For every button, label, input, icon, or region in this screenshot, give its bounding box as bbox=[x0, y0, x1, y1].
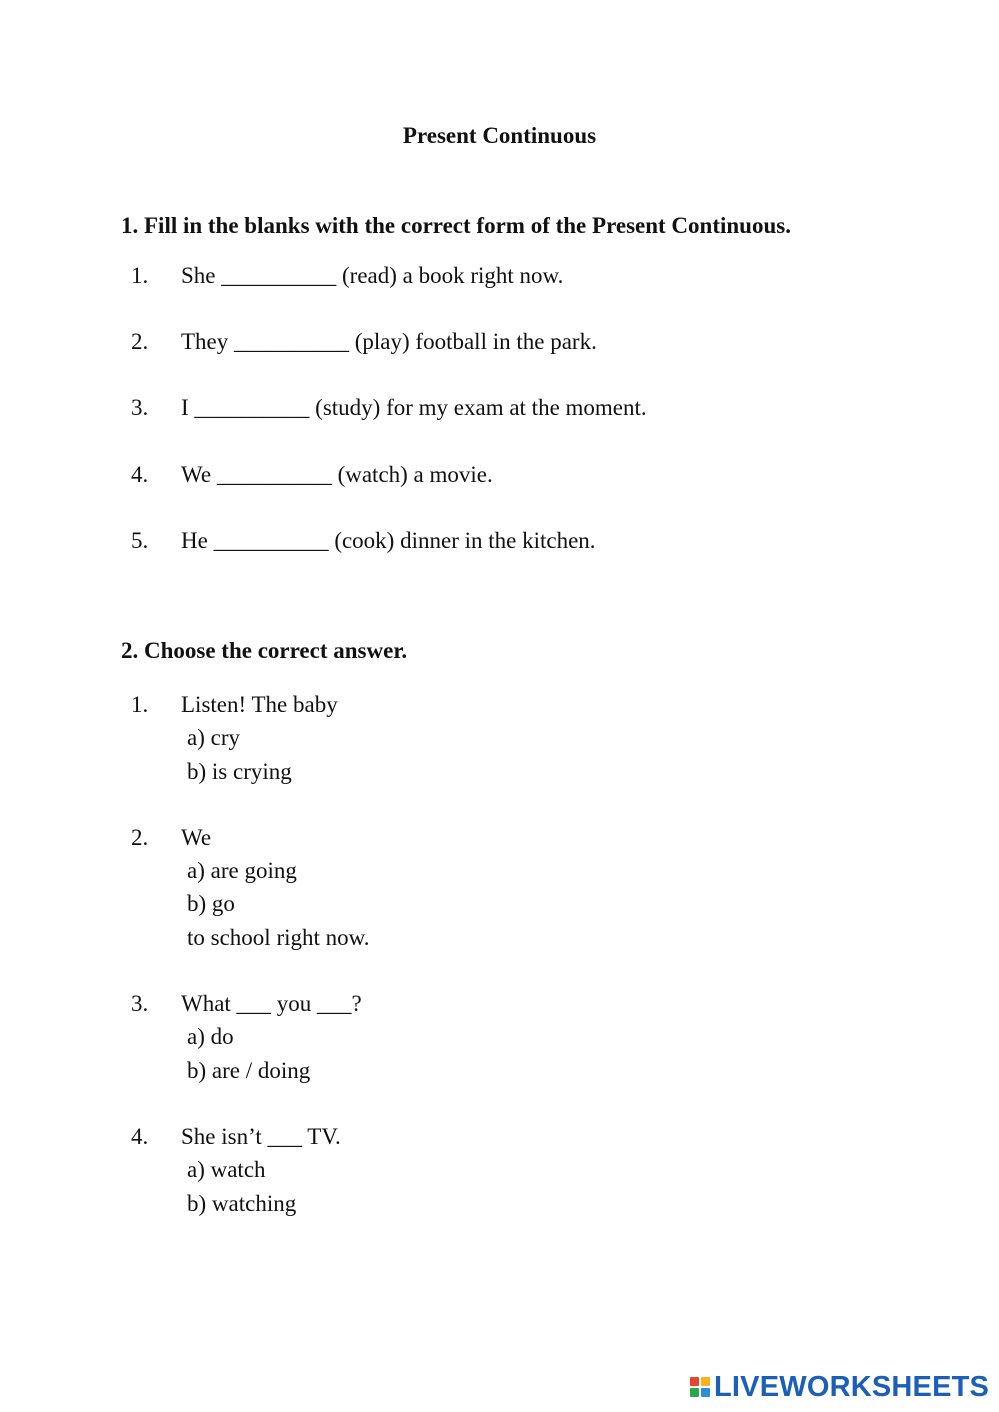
item-number: 5. bbox=[131, 528, 149, 553]
section-1-heading: 1. Fill in the blanks with the correct form of the Present Continuous. bbox=[121, 213, 791, 238]
option-a-text: a) are going bbox=[187, 858, 297, 883]
question-text: Listen! The baby bbox=[181, 692, 338, 717]
option-b-text: b) are / doing bbox=[187, 1058, 311, 1083]
option-a-text: a) do bbox=[187, 1024, 234, 1049]
section-2-heading: 2. Choose the correct answer. bbox=[121, 638, 408, 663]
item-number: 4. bbox=[131, 1124, 149, 1149]
option-b-text: b) go bbox=[187, 891, 235, 916]
question-text: She isn’t ___ TV. bbox=[181, 1124, 341, 1149]
item-text: We __________ (watch) a movie. bbox=[181, 462, 493, 487]
liveworksheets-logo-icon bbox=[690, 1377, 710, 1397]
item-number: 2. bbox=[131, 329, 149, 354]
option-a-text: a) cry bbox=[187, 725, 240, 750]
logo-square bbox=[690, 1388, 699, 1397]
item-number: 1. bbox=[131, 263, 149, 288]
item-text: I __________ (study) for my exam at the moment. bbox=[181, 395, 647, 420]
item-text: She __________ (read) a book right now. bbox=[181, 263, 564, 288]
question-text: We bbox=[181, 825, 212, 850]
question-text: What ___ you ___? bbox=[181, 991, 362, 1016]
continuation-text: to school right now. bbox=[187, 925, 370, 950]
option-b-text: b) watching bbox=[187, 1191, 297, 1216]
item-text: He __________ (cook) dinner in the kitchen. bbox=[181, 528, 596, 553]
option-a-text: a) watch bbox=[187, 1157, 266, 1182]
logo-square bbox=[690, 1377, 699, 1386]
option-b-text: b) is crying bbox=[187, 759, 292, 784]
page-title: Present Continuous bbox=[402, 123, 597, 148]
item-number: 3. bbox=[131, 395, 149, 420]
item-number: 4. bbox=[131, 462, 149, 487]
logo-square bbox=[701, 1377, 710, 1386]
logo-square bbox=[701, 1388, 710, 1397]
item-number: 2. bbox=[131, 825, 149, 850]
liveworksheets-logo bbox=[690, 1371, 989, 1403]
item-number: 3. bbox=[131, 991, 149, 1016]
item-text: They __________ (play) football in the park. bbox=[181, 329, 597, 354]
logo-text: LIVEWORKSHEETS bbox=[714, 1371, 990, 1403]
item-number: 1. bbox=[131, 692, 149, 717]
